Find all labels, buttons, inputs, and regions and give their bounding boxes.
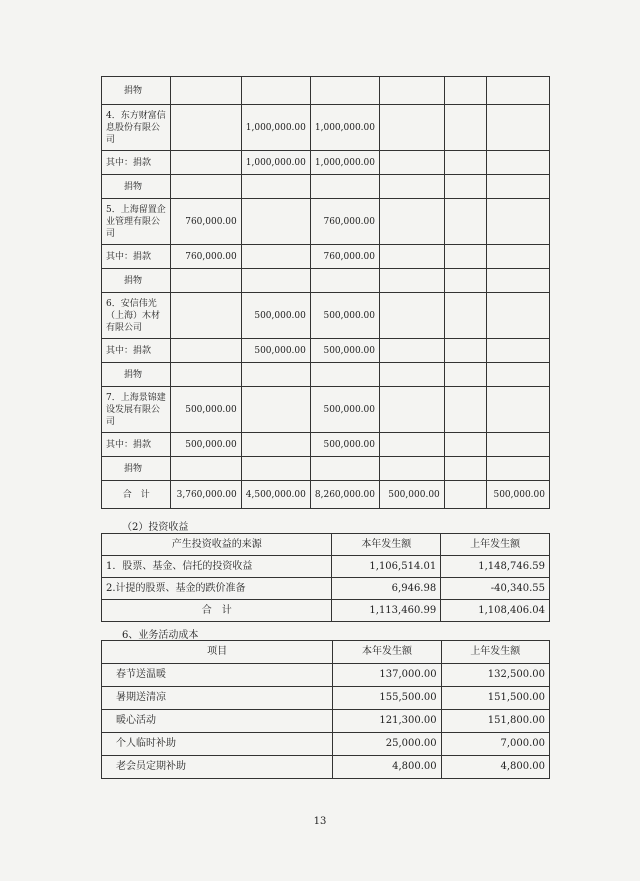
amount-cell	[486, 77, 549, 105]
amount-cell: 1,113,460.99	[332, 600, 441, 622]
amount-cell	[444, 175, 486, 199]
amount-cell	[444, 363, 486, 387]
amount-cell: 1,108,406.04	[441, 600, 550, 622]
amount-cell: 500,000.00	[486, 481, 549, 509]
amount-cell	[486, 245, 549, 269]
table-row	[102, 245, 550, 269]
amount-cell	[241, 387, 310, 433]
amount-cell	[310, 457, 379, 481]
row-label: 捐物	[102, 77, 171, 105]
amount-cell: 500,000.00	[310, 339, 379, 363]
header-row	[102, 534, 550, 556]
amount-cell	[486, 151, 549, 175]
amount-cell	[486, 339, 549, 363]
amount-cell: 500,000.00	[241, 339, 310, 363]
page-number: 13	[313, 816, 327, 827]
table-row	[102, 600, 550, 622]
amount-cell	[380, 457, 445, 481]
amount-cell	[171, 293, 241, 339]
table-row	[102, 756, 550, 779]
amount-cell	[171, 151, 241, 175]
table-row	[102, 578, 550, 600]
column-header: 项目	[102, 641, 333, 664]
column-header: 上年发生额	[441, 641, 549, 664]
row-label: 1．股票、基金、信托的投资收益	[102, 556, 332, 578]
amount-cell: 4,800.00	[333, 756, 441, 779]
amount-cell: 500,000.00	[310, 293, 379, 339]
amount-cell	[486, 269, 549, 293]
amount-cell: 500,000.00	[171, 387, 241, 433]
row-label: 捐物	[102, 175, 171, 199]
table-row	[102, 293, 550, 339]
amount-cell	[444, 269, 486, 293]
table-row	[102, 199, 550, 245]
table-row	[102, 175, 550, 199]
amount-cell	[444, 105, 486, 151]
amount-cell: 1,000,000.00	[310, 105, 379, 151]
amount-cell: 1,000,000.00	[241, 151, 310, 175]
amount-cell: 151,500.00	[441, 687, 549, 710]
column-header: 产生投资收益的来源	[102, 534, 332, 556]
row-label: 春节送温暖	[102, 664, 333, 687]
row-label: 其中：捐款	[102, 245, 171, 269]
amount-cell	[380, 77, 445, 105]
amount-cell: 1,148,746.59	[441, 556, 550, 578]
table-row	[102, 457, 550, 481]
amount-cell: 1,000,000.00	[310, 151, 379, 175]
amount-cell	[241, 457, 310, 481]
amount-cell	[486, 175, 549, 199]
amount-cell	[486, 105, 549, 151]
amount-cell: -40,340.55	[441, 578, 550, 600]
amount-cell	[444, 339, 486, 363]
amount-cell: 760,000.00	[171, 245, 241, 269]
row-label: 暖心活动	[102, 710, 333, 733]
amount-cell: 1,106,514.01	[332, 556, 441, 578]
table-row	[102, 151, 550, 175]
amount-cell	[444, 457, 486, 481]
investment-table	[101, 533, 550, 622]
amount-cell	[380, 245, 445, 269]
amount-cell: 7,000.00	[441, 733, 549, 756]
table-row	[102, 387, 550, 433]
table-row	[102, 339, 550, 363]
amount-cell	[444, 433, 486, 457]
row-label: 暑期送清凉	[102, 687, 333, 710]
row-label: 捐物	[102, 363, 171, 387]
amount-cell	[380, 175, 445, 199]
amount-cell	[171, 105, 241, 151]
amount-cell	[380, 293, 445, 339]
amount-cell	[380, 269, 445, 293]
table-row	[102, 105, 550, 151]
row-label: 其中：捐款	[102, 151, 171, 175]
amount-cell	[444, 481, 486, 509]
row-label: 捐物	[102, 269, 171, 293]
table-row	[102, 481, 550, 509]
amount-cell	[444, 199, 486, 245]
amount-cell	[486, 363, 549, 387]
amount-cell: 132,500.00	[441, 664, 549, 687]
amount-cell	[171, 339, 241, 363]
amount-cell	[380, 339, 445, 363]
row-label: 6．安信伟光（上海）木材有限公司	[102, 293, 171, 339]
amount-cell	[310, 175, 379, 199]
table-row	[102, 433, 550, 457]
amount-cell: 8,260,000.00	[310, 481, 379, 509]
amount-cell	[486, 293, 549, 339]
amount-cell: 500,000.00	[241, 293, 310, 339]
amount-cell	[241, 433, 310, 457]
amount-cell	[171, 77, 241, 105]
row-label: 7．上海景锦建设发展有限公司	[102, 387, 171, 433]
amount-cell	[486, 199, 549, 245]
amount-cell: 155,500.00	[333, 687, 441, 710]
amount-cell	[380, 363, 445, 387]
row-label: 合 计	[102, 481, 171, 509]
table-row	[102, 77, 550, 105]
amount-cell: 500,000.00	[310, 433, 379, 457]
amount-cell	[486, 457, 549, 481]
amount-cell	[310, 77, 379, 105]
amount-cell: 1,000,000.00	[241, 105, 310, 151]
amount-cell	[171, 175, 241, 199]
amount-cell	[380, 387, 445, 433]
amount-cell	[444, 245, 486, 269]
donations-table	[101, 76, 550, 509]
table-row	[102, 664, 550, 687]
row-label: 其中：捐款	[102, 433, 171, 457]
amount-cell	[380, 105, 445, 151]
table-row	[102, 710, 550, 733]
amount-cell	[444, 77, 486, 105]
amount-cell: 500,000.00	[310, 387, 379, 433]
row-label: 老会员定期补助	[102, 756, 333, 779]
amount-cell: 121,300.00	[333, 710, 441, 733]
amount-cell: 4,800.00	[441, 756, 549, 779]
amount-cell: 760,000.00	[310, 245, 379, 269]
amount-cell	[444, 293, 486, 339]
amount-cell: 500,000.00	[171, 433, 241, 457]
amount-cell: 25,000.00	[333, 733, 441, 756]
column-header: 本年发生额	[332, 534, 441, 556]
row-label: 其中：捐款	[102, 339, 171, 363]
costs-table	[101, 640, 550, 779]
amount-cell	[310, 363, 379, 387]
amount-cell: 137,000.00	[333, 664, 441, 687]
amount-cell	[171, 363, 241, 387]
amount-cell	[171, 269, 241, 293]
amount-cell: 6,946.98	[332, 578, 441, 600]
investment-heading: （2）投资收益	[122, 522, 189, 533]
costs-heading: 6、业务活动成本	[122, 630, 199, 641]
column-header: 本年发生额	[333, 641, 441, 664]
amount-cell: 760,000.00	[171, 199, 241, 245]
row-label: 捐物	[102, 457, 171, 481]
amount-cell	[241, 245, 310, 269]
header-row	[102, 641, 550, 664]
amount-cell: 4,500,000.00	[241, 481, 310, 509]
row-label: 5．上海留置企业管理有限公司	[102, 199, 171, 245]
amount-cell: 500,000.00	[380, 481, 445, 509]
row-label: 合 计	[102, 600, 332, 622]
table-row	[102, 556, 550, 578]
row-label: 个人临时补助	[102, 733, 333, 756]
amount-cell	[241, 199, 310, 245]
amount-cell	[444, 151, 486, 175]
row-label: 2.计提的股票、基金的跌价准备	[102, 578, 332, 600]
amount-cell	[241, 363, 310, 387]
amount-cell	[380, 199, 445, 245]
amount-cell	[380, 433, 445, 457]
amount-cell: 3,760,000.00	[171, 481, 241, 509]
amount-cell	[486, 433, 549, 457]
amount-cell: 760,000.00	[310, 199, 379, 245]
row-label: 4．东方财富信息股份有限公司	[102, 105, 171, 151]
table-row	[102, 687, 550, 710]
amount-cell	[171, 457, 241, 481]
amount-cell	[380, 151, 445, 175]
amount-cell	[486, 387, 549, 433]
table-row	[102, 733, 550, 756]
amount-cell	[310, 269, 379, 293]
amount-cell	[241, 77, 310, 105]
amount-cell	[241, 175, 310, 199]
amount-cell: 151,800.00	[441, 710, 549, 733]
amount-cell	[444, 387, 486, 433]
table-row	[102, 269, 550, 293]
table-row	[102, 363, 550, 387]
column-header: 上年发生额	[441, 534, 550, 556]
amount-cell	[241, 269, 310, 293]
